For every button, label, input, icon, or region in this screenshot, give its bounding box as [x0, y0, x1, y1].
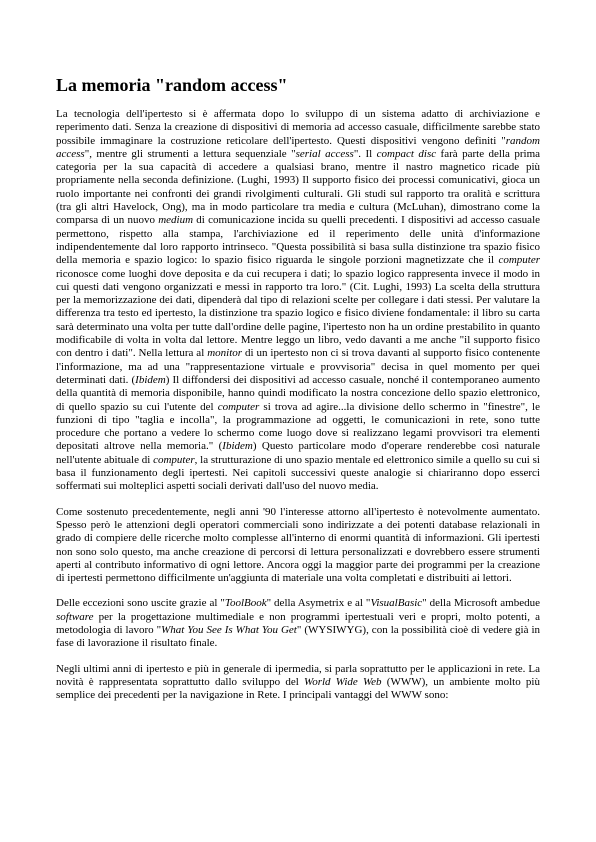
text-run: La tecnologia dell'ipertesto si è affermata dopo lo sviluppo di un sistema adatto di archiviazione e reperimento dati. Senza la creazione di dispositivi di memoria ad accesso casuale, difficilmente sarebbe stato possibile immaginare la costruzione reticolare dell'ipertesto. Questi dispositivi vengono definiti "	[56, 108, 540, 147]
italic-text: serial access	[295, 147, 354, 160]
italic-text: Ibidem	[135, 373, 166, 386]
italic-text: random access	[56, 134, 540, 160]
paragraph	[56, 108, 540, 494]
text-run: Come sostenuto precedentemente, negli anni '90 l'interesse attorno all'ipertesto è notevolmente aumentato. Spesso però le attenzioni degli operatori commerciali sono indirizzate a dei potenti database relazionali in grado di compiere delle ricerche molto complesse all'interno di enormi quantità di informazioni. Gli ipertesti non sono solo questo, ma anche creazione di percorsi di lettura personalizzati e dovrebbero essere strumenti aperti al contributo informativo di ogni lettore. Ancora oggi la maggior parte dei programmi per la creazione di ipertesti permettono difficilmente un'aggiunta di materiale una volta completati e distribuiti ai lettori.	[56, 505, 540, 585]
text-run: ", mentre gli strumenti a lettura sequenziale "	[84, 147, 296, 160]
italic-text: software	[56, 610, 94, 623]
paragraph	[56, 506, 540, 586]
document-page	[56, 74, 540, 714]
text-run: di comunicazione incida su quelli precedenti. I dispositivi ad accesso casuale permettono, rispetto alla stampa, l'archiviazione ed il reperimento delle unità d'informazione indipendentemente dal loro rapporto intrinseco. "Questa possibilità si basa sulla distinzione tra spazio fisico della memoria e spazio logico: lo spazio fisico riguarda le singole porzioni magnetizzate che il	[56, 214, 541, 267]
paragraph	[56, 597, 540, 650]
italic-text: computer	[217, 400, 260, 413]
text-run: farà parte della prima categoria per la sua capacità di accedere a qualsiasi brano, mentre il nastro magnetico ricade più propriamente nella seconda definizione. (Lughi, 1993) Il supporto fisico dei processi comunicativi, gioca un ruolo importante nei confronti dei grandi rivolgimenti culturali. Gli studi sul rapporto tra oralità e scrittura (tra gli altri Havelock, Ong), ma in modo particolare tra media e cultura (McLuhan), dimostrano come la comparsa di un nuovo	[56, 147, 541, 227]
text-run: , la strutturazione di uno spazio mentale ed elettronico simile a quello su cui si basa il funzionamento degli ipertesti. Nei capitoli successivi queste analogie si chiariranno dopo esserci soffermati sui molteplici aspetti sociali derivati dall'uso del nuovo media.	[56, 453, 540, 493]
text-run: ) Questo particolare modo d'operare renderebbe così naturale nell'utente abituale di	[56, 440, 541, 466]
italic-text: compact disc	[376, 147, 437, 160]
text-run: di un ipertesto non ci si trova davanti al supporto fisico contenente l'informazione, ma ad una "rappresentazione virtuale e provvisoria" decisa in quel momento per quei determinati dati. (	[56, 347, 540, 386]
italic-text: ToolBook	[224, 597, 267, 610]
text-run: (WWW), un ambiente molto più semplice dei precedenti per la navigazione in Rete. I principali vantaggi del WWW sono:	[56, 675, 540, 702]
text-run: " (WYSIWYG), con la possibilità cioè di vedere già in fase di lavorazione il risultato finale.	[56, 623, 541, 650]
text-run: Delle eccezioni sono uscite grazie al "	[56, 597, 225, 610]
paragraph	[56, 663, 540, 703]
italic-text: What You See Is What You Get	[161, 623, 297, 636]
page-title: La memoria "random access"	[56, 75, 288, 95]
document-body	[56, 108, 540, 702]
italic-text: Ibidem	[222, 440, 253, 453]
italic-text: World Wide Web	[304, 675, 382, 688]
italic-text: VisualBasic	[370, 597, 423, 610]
italic-text: computer	[153, 453, 195, 466]
text-run: ". Il	[353, 147, 377, 160]
text-run: " della Microsoft ambedue	[422, 597, 541, 610]
text-run: " della Asymetrix e al "	[266, 597, 371, 610]
text-run: ) Il diffondersi dei dispositivi ad accesso casuale, nonché il contemporaneo aumento della quantità di memoria disponibile, hanno quindi modificato la nostra concezione dello spazio elettronico, di quello spazio su cui l'utente del	[56, 373, 540, 413]
italic-text: monitor	[207, 347, 243, 360]
text-run: riconosce come luoghi dove deposita e da cui recupera i dati; lo spazio logico rappresenta invece il modo in cui questi dati vengono organizzati e messi in rapporto tra loro." (Cit. Lughi, 1993) La scelta della struttura per la memorizzazione dei dati, dipenderà dal tipo di relazioni scelte per collegare i dati stessi. Per valutare la differenza tra testo ed ipertesto, la distinzione tra spazio logico e fisico diviene fondamentale: il libro su carta sarà determinato una volta per tutte dall'ordine delle pagine, l'ipertesto non ha un ordine prestabilito in quanto modificabile di volta in volta dal lettore. Mentre leggo un libro, vedo davanti a me anche "il supporto fisico con dentro i dati". Nella lettura al	[56, 267, 540, 360]
text-run: Negli ultimi anni di ipertesto e più in generale di ipermedia, si parla soprattutto per le applicazioni in rete. La novità è rappresentata soprattutto dallo sviluppo del	[56, 662, 540, 688]
italic-text: medium	[158, 214, 194, 227]
text-run: per la progettazione multimediale e non programmi ipertestuali veri e propri, molto potenti, a metodologia di lavoro "	[56, 610, 540, 636]
text-run: si trova ad agire...la divisione dello schermo in "finestre", le funzioni di tipo "taglia e incolla", la programmazione ad oggetti, le comunicazioni in rete, sono tutte procedure che portano a vedere lo schermo come luogo dove si realizzano legami provvisori tra elementi depositati altrove nella memoria." (	[56, 400, 540, 453]
italic-text: computer	[498, 254, 540, 267]
